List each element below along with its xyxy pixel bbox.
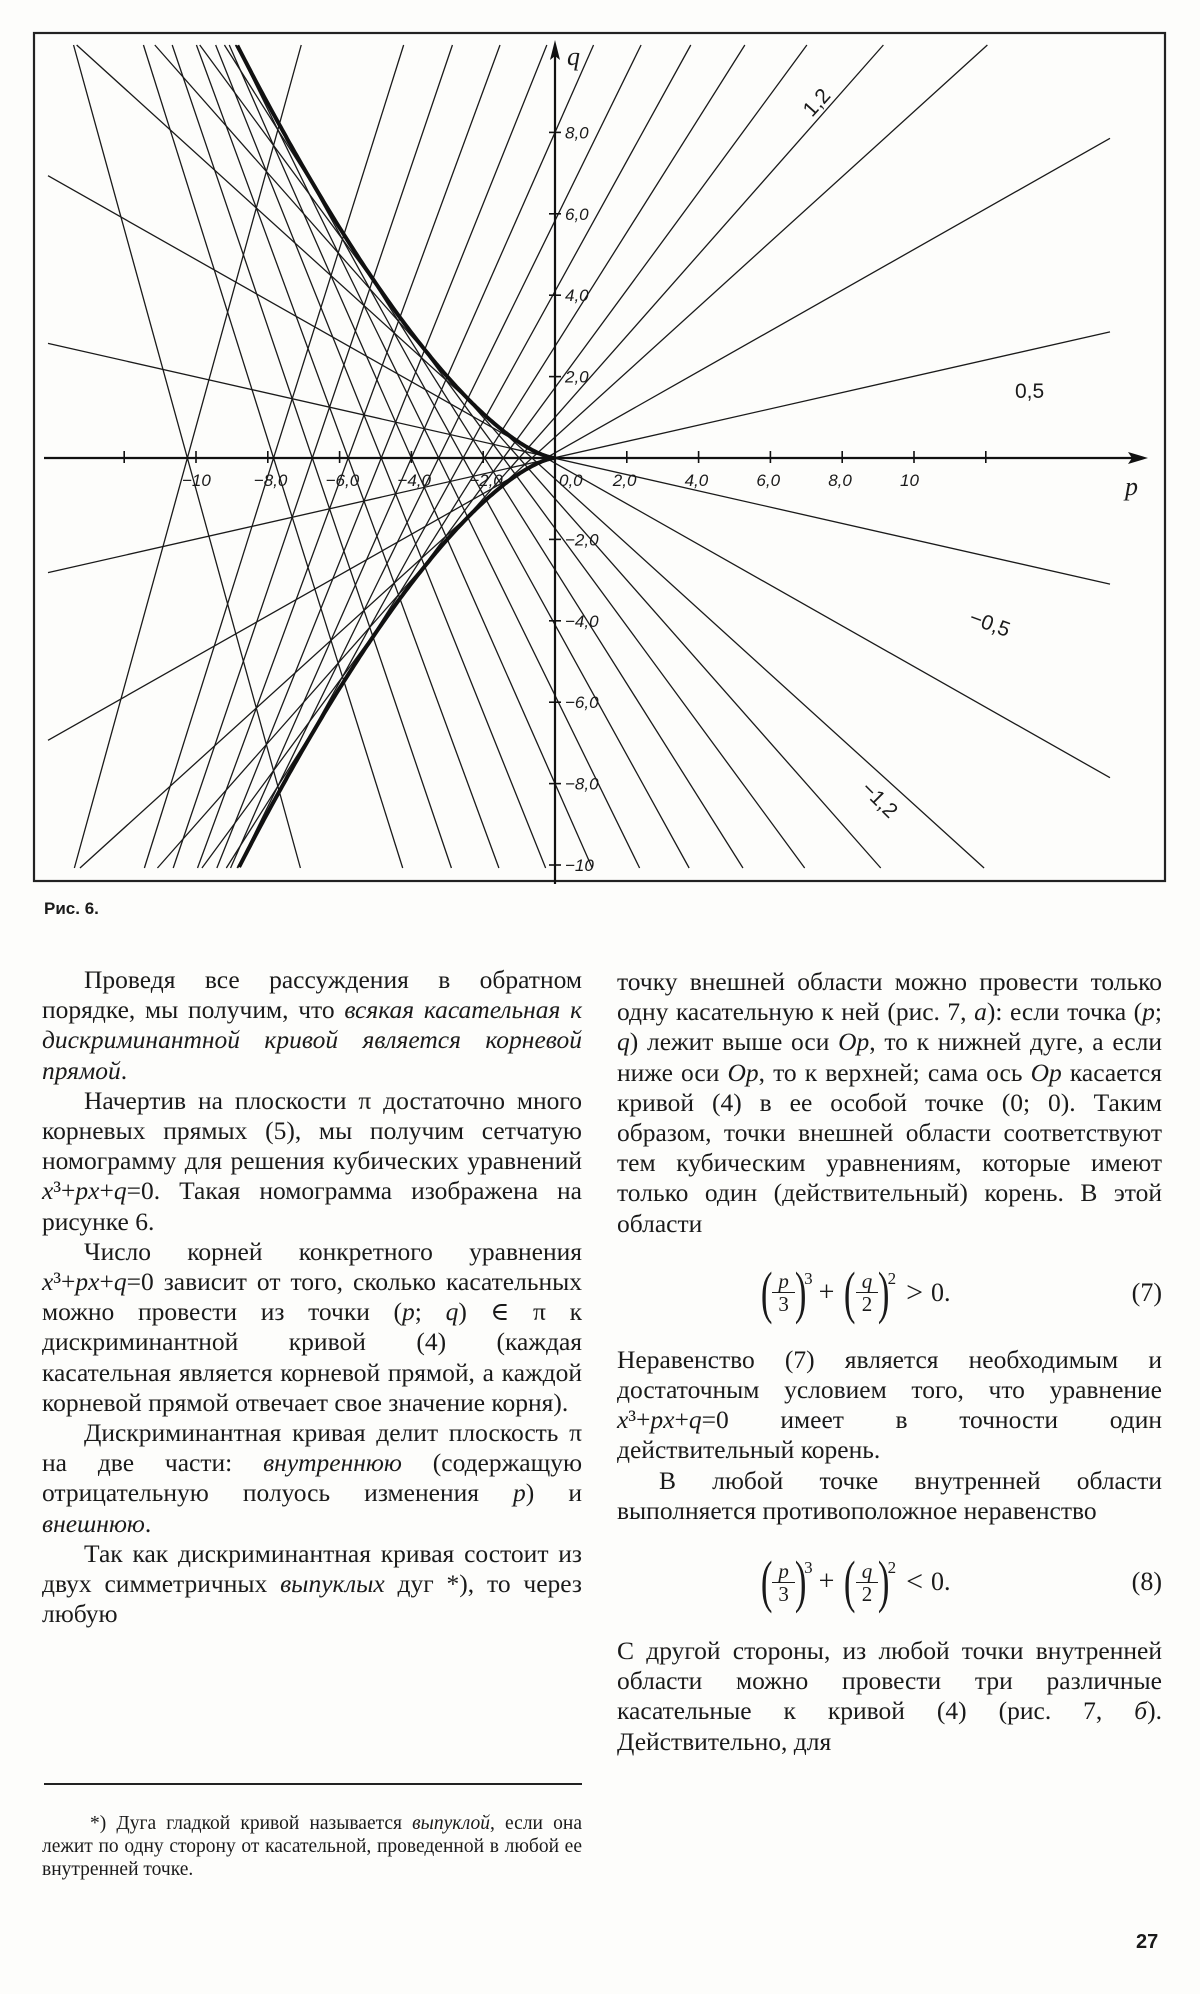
- root-line-label: −1,2: [856, 777, 903, 823]
- root-line: [202, 45, 807, 868]
- p-tick-label: −10: [182, 471, 211, 490]
- root-line: [216, 45, 546, 868]
- root-line: [200, 45, 805, 868]
- line-labels: [799, 84, 1045, 823]
- exponent: 2: [887, 1268, 897, 1288]
- paragraph: В любой точке внутренней области выполняется противоположное неравенство: [617, 1465, 1162, 1525]
- right-column: [617, 967, 1162, 1757]
- paragraph: точку внешней области можно провести только одну касательную к ней (рис. 7, а): если точка (p; q) лежит выше оси Op, то к нижней дуге, а если ниже оси Op, то к верхней; сама ось Op касается кривой (4) в ее особой точке (0; 0). Таким образом, точки внешней области соответствуют тем кубическим уравнениям, которые имеют только один (действительный) корень. В этой области: [617, 967, 1162, 1238]
- p-tick-label: −4,0: [397, 471, 431, 490]
- p-tick-label: 2,0: [612, 471, 637, 490]
- paragraph: Неравенство (7) является необходимым и достаточным условием того, что уравнение x³+px+q=0 имеет в точности один действительный корень.: [617, 1344, 1162, 1465]
- paragraph: Дискриминантная кривая делит плоскость π на две части: внутреннюю (содержащую отрицательную полуось изменения p) и внешнюю.: [42, 1418, 583, 1538]
- right-paragraphs-bottom: [617, 1636, 1162, 1757]
- left-column: [42, 965, 582, 1629]
- footnote: [42, 1792, 582, 1900]
- plus-sign: +: [818, 1565, 835, 1597]
- root-line: [48, 138, 1110, 740]
- paragraph: Проведя все рассуждения в обратном порядке, мы получим, что всякая касательная к дискриминантной кривой является корневой прямой.: [42, 965, 582, 1085]
- paragraph: С другой стороны, из любой точки внутренней области можно провести три различные касательные к кривой (4) (рис. 7, б). Действительно, для: [617, 1636, 1162, 1756]
- root-line: [196, 45, 498, 868]
- denominator: 3: [778, 1581, 789, 1606]
- root-line-label: 1,2: [798, 84, 836, 122]
- axes: [44, 40, 1148, 884]
- right-paragraphs-top: [617, 967, 1162, 1239]
- p-tick-label: 4,0: [684, 471, 709, 490]
- relation-sign: >: [906, 1275, 924, 1309]
- p-tick-label: 6,0: [756, 471, 781, 490]
- formula-7: [617, 1253, 1162, 1333]
- p-axis-label: p: [1125, 472, 1138, 501]
- paragraph: Так как дискриминантная кривая состоит из двух симметричных выпуклых дуг *), то через любую: [42, 1538, 583, 1629]
- q-tick-label: −8,0: [565, 774, 599, 794]
- p-tick-label: −6,0: [325, 471, 360, 490]
- root-line: [198, 45, 500, 868]
- root-line: [172, 45, 451, 868]
- formula-7-expression: ( $\frac{p}{3}$ ) $^3$ + ( $\frac{q}{2}$ ) $^2$ > 0.: [760, 1259, 951, 1325]
- p-tick-label: 10: [900, 471, 919, 490]
- left-paragraphs: [42, 965, 582, 1629]
- root-line: [74, 45, 301, 868]
- exponent: 2: [887, 1557, 897, 1577]
- q-tick-label: −10: [565, 856, 594, 875]
- root-line: [236, 45, 639, 868]
- formula-8-expression: ( $\frac{p}{3}$ ) $^3$ + ( $\frac{q}{2}$ ) $^2$ < 0.: [760, 1549, 951, 1615]
- right-paragraphs-middle: [617, 1345, 1162, 1526]
- p-tick-label: 0,0: [559, 471, 583, 490]
- relation-sign: <: [906, 1564, 924, 1598]
- numerator: q: [856, 1270, 879, 1293]
- numerator: p: [772, 1560, 795, 1583]
- root-lines: [48, 45, 1110, 868]
- root-line: [143, 45, 402, 868]
- p-tick-label: −8,0: [253, 471, 288, 490]
- discriminant-lower-arc: [239, 458, 555, 867]
- denominator: 2: [861, 1581, 873, 1606]
- q-tick-label: −2,0: [565, 530, 599, 550]
- page-number: 27: [1136, 1931, 1159, 1953]
- nomogram-chart: [0, 0, 1200, 900]
- root-line-label: −0,5: [966, 606, 1014, 642]
- exponent: 3: [804, 1557, 813, 1577]
- root-line: [238, 45, 641, 868]
- root-line: [155, 45, 881, 868]
- paragraph: Число корней конкретного уравнения x³+px+q=0 зависит от того, сколько касательных можно провести из точки (p; q) ∈ π к дискриминантной кривой (4) (каждая касательная является корневой прямой, а каждой корневой прямой отвечает свое значение корня).: [42, 1236, 582, 1417]
- q-tick-label: 6,0: [565, 204, 589, 224]
- nomogram-figure: [0, 0, 1200, 900]
- root-line: [77, 45, 984, 868]
- figure-caption: Рис. 6.: [44, 899, 99, 918]
- discriminant-upper-arc: [237, 46, 555, 458]
- paragraph: *) Дуга гладкой кривой называется выпуклой, если она лежит по одну сторону от касательной, проведенной в любой ее внутренней точке.: [42, 1812, 582, 1880]
- denominator: 2: [861, 1292, 873, 1317]
- q-tick-label: −4,0: [565, 611, 599, 631]
- rhs: 0.: [931, 1277, 951, 1307]
- p-tick-label: 8,0: [828, 471, 852, 490]
- numerator: p: [772, 1270, 795, 1293]
- exponent: 3: [804, 1268, 813, 1288]
- p-tick-label: −2,0: [469, 471, 503, 490]
- footnote-divider: [44, 1783, 582, 1785]
- rhs: 0.: [931, 1566, 951, 1596]
- q-tick-label: −6,0: [565, 693, 599, 713]
- q-tick-label: 4,0: [565, 286, 589, 306]
- root-line: [144, 45, 403, 868]
- q-tick-label: 8,0: [565, 123, 589, 143]
- numerator: q: [856, 1560, 879, 1583]
- plus-sign: +: [818, 1276, 835, 1308]
- formula-8: [617, 1542, 1162, 1622]
- paragraph: Начертив на плоскости π достаточно много корневых прямых (5), мы получим сетчатую номограмму для решения кубических уравнений x³+px+q=0. Такая номограмма изображена на рисунке 6.: [42, 1085, 582, 1236]
- denominator: 3: [778, 1292, 789, 1317]
- equation-number: (7): [1131, 1277, 1162, 1307]
- root-line-label: 0,5: [1015, 380, 1045, 403]
- root-line: [80, 45, 987, 868]
- equation-number: (8): [1131, 1566, 1162, 1596]
- q-tick-label: 2,0: [565, 367, 589, 387]
- q-axis-label: q: [567, 42, 580, 71]
